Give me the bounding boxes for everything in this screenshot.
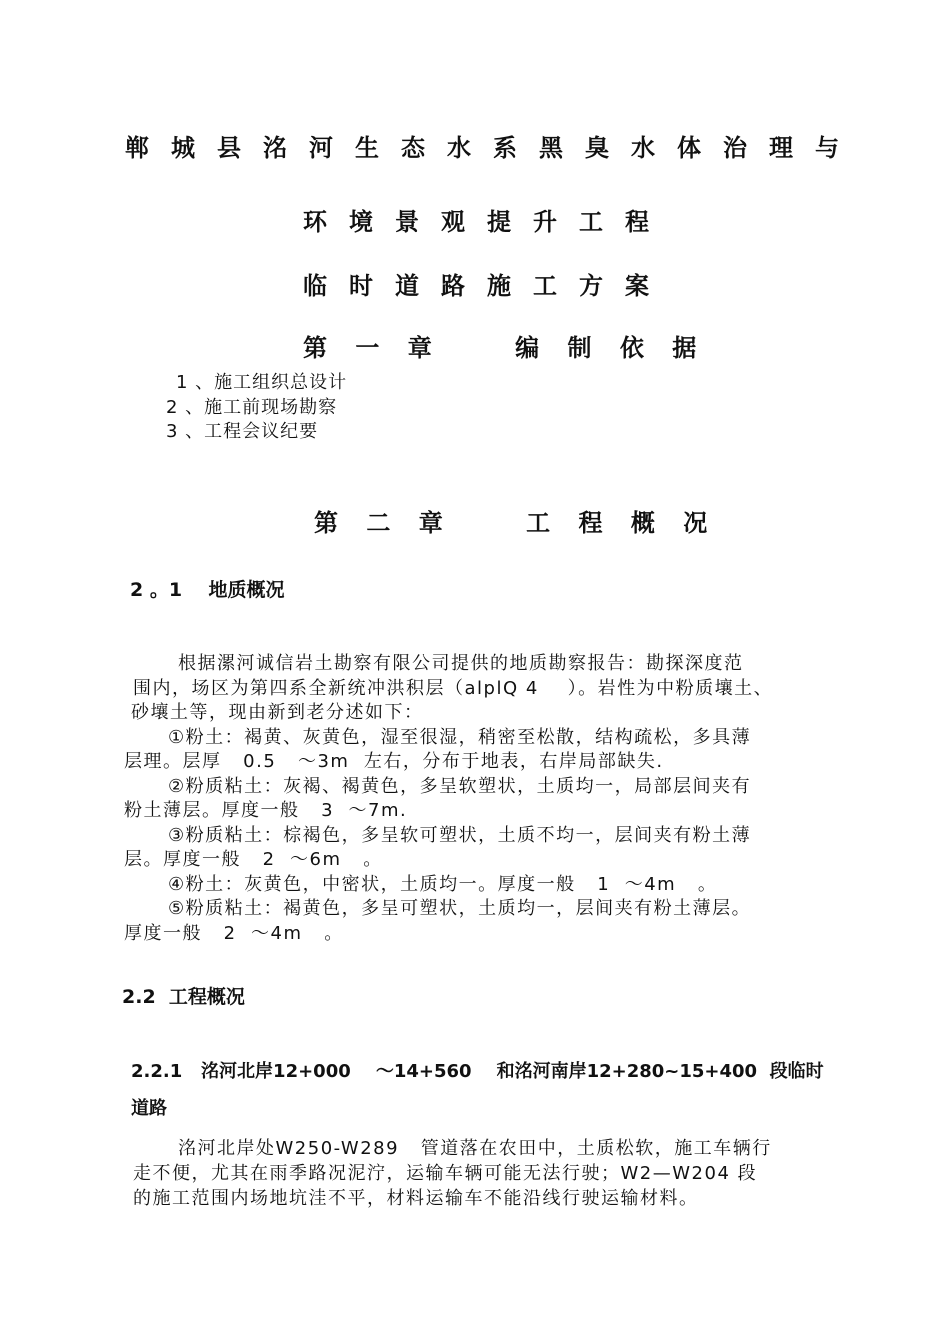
title-line-1: 郸城县洺河生态水系黑臭水体治理与 (125, 134, 861, 162)
layer-5-line-1: ⑤粉质粘土：褐黄色，多呈可塑状，土质均一，层间夹有粉土薄层。 (168, 898, 752, 919)
geology-intro-line-2: 围内，场区为第四系全新统冲洪积层（alplQ 4 ）。岩性为中粉质壤土、 (133, 678, 774, 699)
layer-3-line-1: ③粉质粘土：棕褐色，多呈软可塑状，土质不均一，层间夹有粉土薄 (168, 825, 752, 846)
title-line-3: 临时道路施工方案 (303, 272, 671, 300)
chapter-1-heading: 第 一 章 编 制 依 据 (303, 334, 707, 362)
layer-2-line-2: 粉土薄层。厚度一般 3 ～7m. (124, 800, 408, 821)
geology-intro-line-3: 砂壤土等，现由新到老分述如下： (131, 702, 424, 723)
layer-5-line-2: 厚度一般 2 ～4m 。 (124, 923, 344, 944)
basis-item-2: 2 、施工前现场勘察 (166, 397, 338, 418)
layer-1-line-1: ①粉土：褐黄、灰黄色，湿至很湿，稍密至松散，结构疏松，多具薄 (168, 727, 752, 748)
section-2-2-heading: 2.2 工程概况 (122, 986, 245, 1008)
layer-4-line-1: ④粉土：灰黄色，中密状，土质均一。厚度一般 1 ～4m 。 (168, 874, 718, 895)
road-paragraph-line-3: 的施工范围内场地坑洼不平，材料运输车不能沿线行驶运输材料。 (133, 1188, 699, 1209)
layer-1-line-2: 层理。层厚 0.5 ～3m 左右，分布于地表，右岸局部缺失. (124, 751, 664, 772)
section-2-2-1-heading-line-1: 2.2.1 洺河北岸12+000 ～14+560 和洺河南岸12+280~15+400 段临时 (131, 1061, 824, 1082)
layer-3-line-2: 层。厚度一般 2 ～6m 。 (124, 849, 383, 870)
layer-2-line-1: ②粉质粘土：灰褐、褐黄色，多呈软塑状，土质均一，局部层间夹有 (168, 776, 752, 797)
section-2-1-heading: 2 。1 地质概况 (130, 579, 285, 601)
road-paragraph-line-2: 走不便，尤其在雨季路况泥泞，运输车辆可能无法行驶；W2—W204 段 (133, 1163, 758, 1184)
geology-intro-line-1: 根据漯河诚信岩土勘察有限公司提供的地质勘察报告：勘探深度范 (178, 653, 744, 674)
title-line-2: 环境景观提升工程 (303, 208, 671, 236)
chapter-2-heading: 第 二 章 工 程 概 况 (314, 509, 718, 537)
section-2-2-1-heading-line-2: 道路 (131, 1098, 167, 1119)
road-paragraph-line-1: 洺河北岸处W250-W289 管道落在农田中，土质松软，施工车辆行 (178, 1138, 772, 1159)
basis-item-3: 3 、工程会议纪要 (166, 421, 319, 442)
basis-item-1: 1 、施工组织总设计 (176, 372, 348, 393)
